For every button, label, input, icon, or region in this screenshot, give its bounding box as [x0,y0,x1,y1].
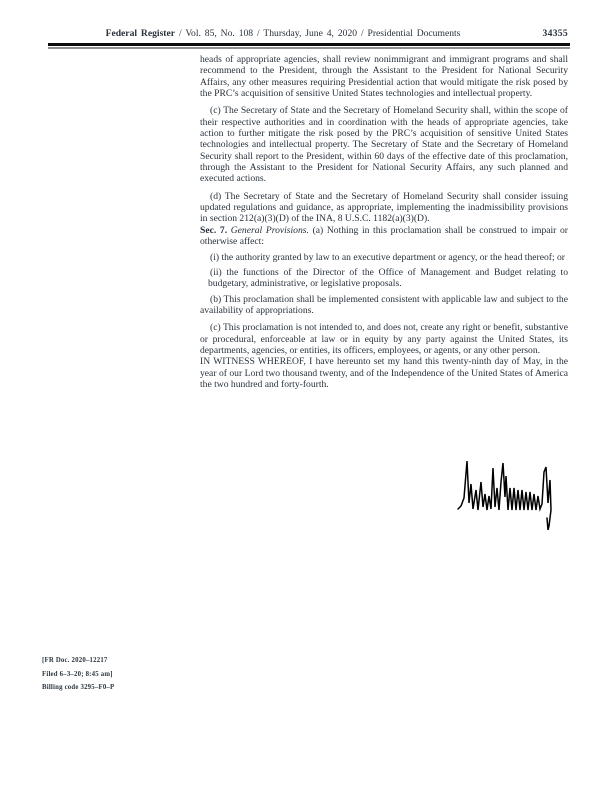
page-header [48,28,570,42]
sec7-label: Sec. 7. [200,224,228,236]
document-body [200,54,568,390]
header-rule-thin [48,47,570,48]
sec7-title: General Provisions. [230,224,309,236]
header-rule-thick [48,43,570,46]
running-head [58,28,508,40]
paragraph-i-authority: (i) the authority granted by law to an executive department or agency, or the head thereof; or [210,251,566,263]
paragraph-b-implementation: (b) This proclamation shall be implemented consistent with applicable law and subject to the availability of appropriations. [200,293,568,316]
billing-code: Billing code 3295–F0–P [42,684,115,692]
paragraph-in-witness-whereof: IN WITNESS WHEREOF, I have hereunto set my hand this twenty-ninth day of May, in the year of our Lord two thousand twenty, and of the Independence of the United States of America the two hundred and forty-fourth. [200,356,568,390]
page-footer [42,654,114,695]
paragraph-d-regulations: (d) The Secretary of State and the Secretary of Homeland Security shall consider issuing updated regulations and guidance, as appropriate, implementing the inadmissibility provisions in section 212(a)(3)(D) of the INA, 8 U.S.C. 1182(a)(3)(D). [200,190,568,225]
journal-title: Federal Register [105,28,176,39]
paragraph-ii-omb-functions: (ii) the functions of the Director of the Office of Management and Budget relating to budgetary, administrative, or legislative proposals. [208,266,568,290]
issue-info: / Vol. 85, No. 108 / Thursday, June 4, 2020 / Presidential Documents [178,28,461,39]
paragraph-c-no-rights-created: (c) This proclamation is not intended to, and does not, create any right or benefit, substantive or procedural, enforceable at law or in equity by any party against the United States, its departments, agencies, or entities, its officers, employees, or agents, or any other person. [200,322,568,356]
page-number: 34355 [542,28,568,39]
signature-scrawl-icon [455,452,573,536]
fr-doc-number: [FR Doc. 2020–12217 [42,657,108,664]
filed-date: Filed 6–3–20; 8:45 am] [42,670,113,678]
presidential-signature [455,452,573,536]
paragraph-c-secretaries-action: (c) The Secretary of State and the Secretary of Homeland Security shall, within the scope of their respective authorities and in coordination with the heads of appropriate agencies, take action to further mitigate the risk posed by the PRC’s acquisition of sensitive United States technologies and intellectual property. The Secretary of State and the Secretary of Homeland Security shall report to the President, within 60 days of the effective date of this proclamation, through the Assistant to the President for National Security Affairs, any such planned and executed actions. [200,105,568,185]
sec7-text: (a) Nothing in this proclamation shall be construed to impair or otherwise affect: [200,224,568,248]
paragraph-sec7-general-provisions [200,225,568,248]
paragraph-continuation: heads of appropriate agencies, shall review nonimmigrant and immigrant programs and shall recommend to the President, through the Assistant to the President for National Security Affairs, any other measures requiring Presidential action that would mitigate the risk posed by the PRC’s acquisition of sensitive United States technologies and intellectual property. [200,54,568,100]
